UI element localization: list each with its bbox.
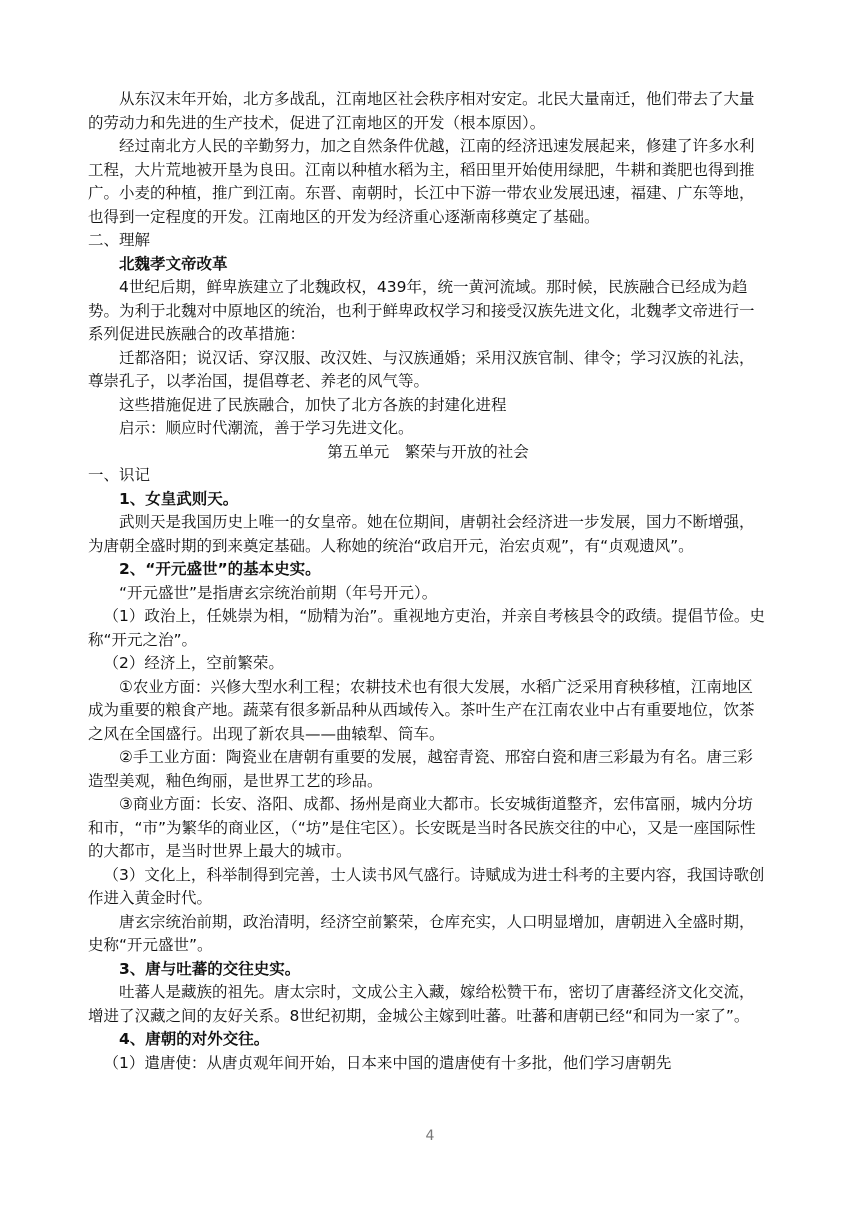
paragraph: 这些措施促进了民族融合，加快了北方各族的封建化进程 [119,395,507,414]
subheading: 北魏孝文帝改革 [119,254,228,273]
paragraph: （1）遣唐使：从唐贞观年间开始，日本来中国的遣唐使有十多批，他们学习唐朝先 [103,1053,672,1072]
paragraph: 启示：顺应时代潮流，善于学习先进文化。 [119,419,414,437]
paragraph: “开元盛世”是指唐玄宗统治前期（年号开元）。 [119,583,438,602]
paragraph: （3）文化上，科举制得到完善，士人读书风气盛行。诗赋成为进士科考的主要内容，我国诗歌创作进入黄金时代。 [88,865,765,907]
paragraph: ③商业方面：长安、洛阳、成都、扬州是商业大都市。长安城街道整齐，宏伟富丽，城内分坊和市，“市”为繁华的商业区，（“坊”是住宅区）。长安既是当时各民族交往的中心，又是一座国际性的大都市，是当时世界上最大的城市。 [88,795,756,860]
subheading: 1、女皇武则天。 [119,489,239,508]
paragraph: 迁都洛阳；说汉话、穿汉服、改汉姓、与汉族通婚；采用汉族官制、律令；学习汉族的礼法，尊崇孔子，以孝治国，提倡尊老、养老的风气等。 [88,348,755,390]
subheading: 2、“开元盛世”的基本史实。 [119,560,321,578]
section-heading: 一、识记 [88,466,151,484]
subheading: 3、唐与吐蕃的交往史实。 [119,959,301,978]
subheading: 4、唐朝的对外交往。 [119,1030,270,1048]
page-number: 4 [425,1128,435,1144]
paragraph: ①农业方面：兴修大型水利工程；农耕技术也有很大发展，水稻广泛采用育秧移植，江南地区成为重要的粮食产地。蔬菜有很多新品种从西域传入。茶叶生产在江南农业中占有重要地位，饮茶之风在全国盛行。出现了新农具——曲辕犁、筒车。 [88,677,755,743]
paragraph: 从东汉末年开始，北方多战乱，江南地区社会秩序相对安定。北民大量南迁，他们带去了大量的劳动力和先进的生产技术，促进了江南地区的开发（根本原因）。 [88,90,755,132]
paragraph: 4世纪后期，鲜卑族建立了北魏政权，439年，统一黄河流域。那时候，民族融合已经成为趋势。为利于北魏对中原地区的统治，也利于鲜卑政权学习和接受汉族先进文化，北魏孝文帝进行一系列促进民族融合的改革措施： [88,278,755,343]
unit-title: 第五单元 繁荣与开放的社会 [327,442,529,461]
paragraph: 武则天是我国历史上唯一的女皇帝。她在位期间，唐朝社会经济进一步发展，国力不断增强，为唐朝全盛时期的到来奠定基础。人称她的统治“政启开元，治宏贞观”，有“贞观遗风”。 [88,513,755,555]
document-body [88,88,768,1075]
paragraph: （2）经济上，空前繁荣。 [103,654,284,672]
section-heading: 二、理解 [88,231,151,249]
paragraph: 唐玄宗统治前期，政治清明，经济空前繁荣，仓库充实，人口明显增加，唐朝进入全盛时期，史称“开元盛世”。 [88,912,755,954]
paragraph: 经过南北方人民的辛勤努力，加之自然条件优越，江南的经济迅速发展起来，修建了许多水利工程，大片荒地被开垦为良田。江南以种植水稻为主，稻田里开始使用绿肥，牛耕和粪肥也得到推广。小麦的种植，推广到江南。东晋、南朝时，长江中下游一带农业发展迅速，福建、广东等地，也得到一定程度的开发。江南地区的开发为经济重心逐渐南移奠定了基础。 [88,137,755,226]
paragraph: （1）政治上，任姚崇为相，“励精为治”。重视地方吏治，并亲自考核县令的政绩。提倡节俭。史称“开元之治”。 [88,607,765,649]
paragraph: ②手工业方面：陶瓷业在唐朝有重要的发展，越窑青瓷、邢窑白瓷和唐三彩最为有名。唐三彩造型美观，釉色绚丽，是世界工艺的珍品。 [88,748,753,790]
paragraph: 吐蕃人是藏族的祖先。唐太宗时，文成公主入藏，嫁给松赞干布，密切了唐蕃经济文化交流，增进了汉藏之间的友好关系。8世纪初期，金城公主嫁到吐蕃。吐蕃和唐朝已经“和同为一家了”。 [88,983,755,1025]
